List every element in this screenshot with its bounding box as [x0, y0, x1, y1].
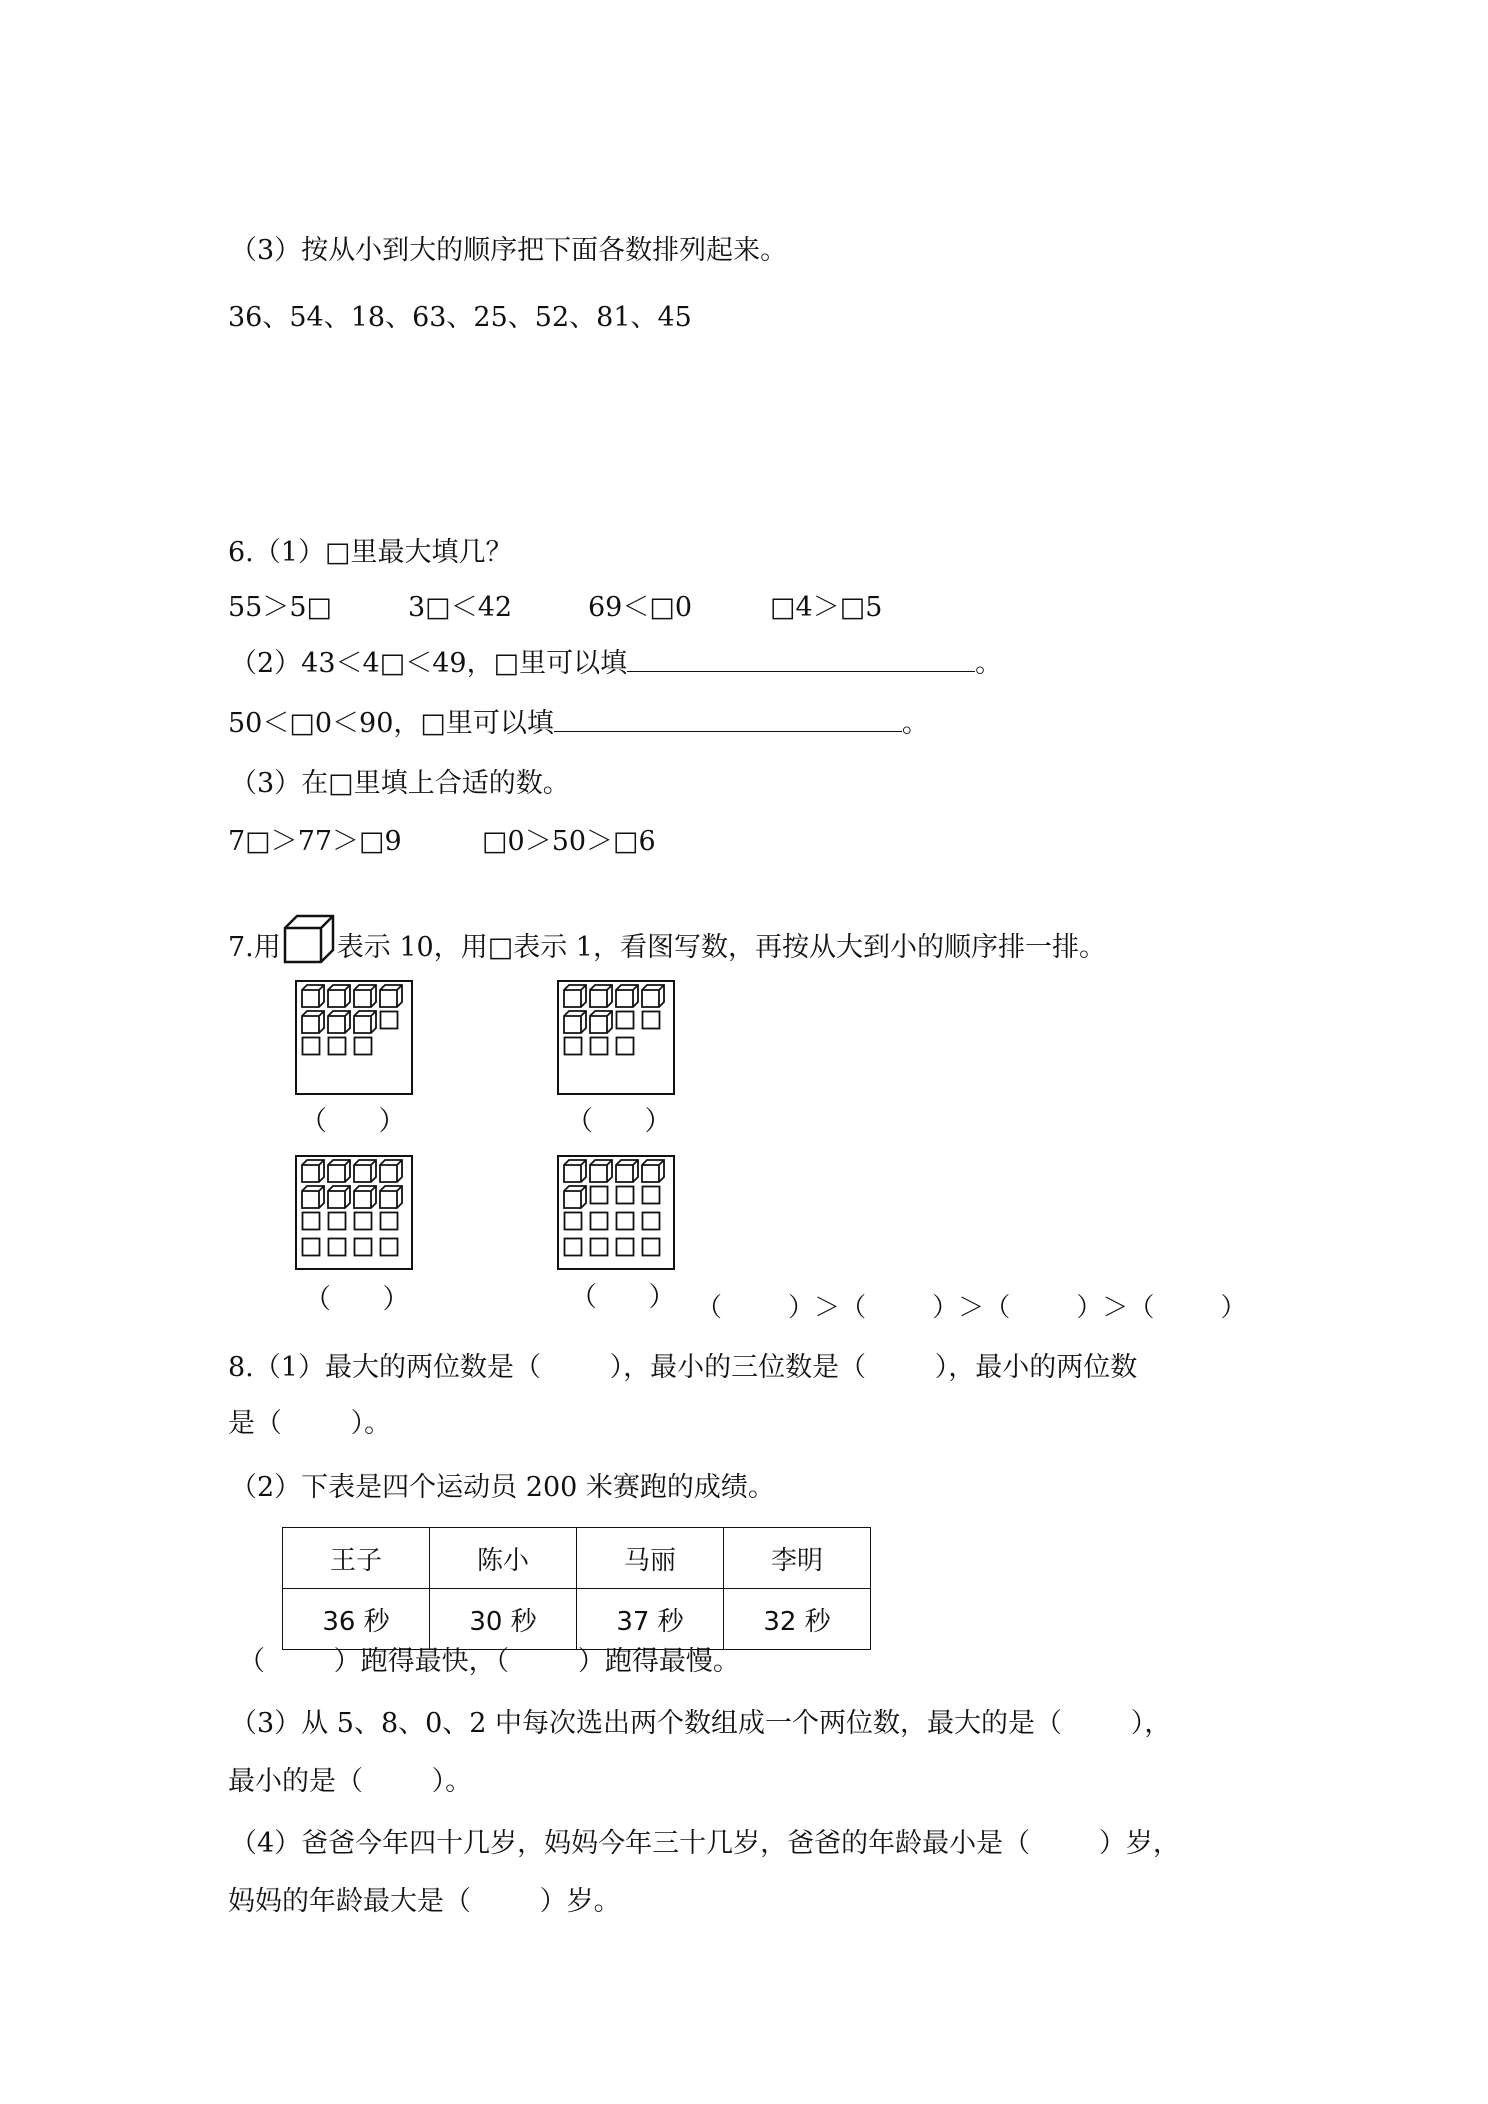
q8-1-line2: 是（ ）。	[228, 1408, 392, 1439]
unit-square-icon	[589, 1211, 607, 1229]
answer-paren[interactable]: （ ）	[570, 1282, 676, 1313]
table-cell: 30 秒	[430, 1589, 577, 1650]
q6-2-b-end: 。	[901, 708, 929, 739]
ten-block-icon	[353, 1010, 371, 1028]
ten-block-icon	[327, 1185, 345, 1203]
q8-1-line1: 8.（1）最大的两位数是（ ），最小的三位数是（ ），最小的两位数	[228, 1352, 1138, 1383]
unit-square-icon	[589, 1237, 607, 1255]
ten-block-icon	[379, 1159, 397, 1177]
table-row	[283, 1589, 871, 1650]
q7-title	[228, 914, 1106, 966]
q5-3-title: （3）按从小到大的顺序把下面各数排列起来。	[230, 235, 788, 266]
answer-blank[interactable]	[627, 651, 975, 672]
q6-2-line-a	[230, 646, 1002, 682]
q8-3-line1: （3）从 5、8、0、2 中每次选出两个数组成一个两位数，最大的是（ ），	[230, 1708, 1172, 1739]
ten-block-icon	[563, 1185, 581, 1203]
unit-square-icon	[301, 1211, 319, 1229]
q6-2-a-text: （2）43＜4□＜49，□里可以填	[230, 648, 628, 679]
ten-block-icon	[379, 984, 397, 1002]
q7-suffix: 表示 10，用□表示 1，看图写数，再按从大到小的顺序排一排。	[336, 932, 1106, 963]
ten-block-icon	[301, 1185, 319, 1203]
ten-block-icon	[327, 984, 345, 1002]
ten-block-icon	[379, 1185, 397, 1203]
unit-square-icon	[615, 1237, 633, 1255]
q5-3-numbers: 36、54、18、63、25、52、81、45	[228, 302, 692, 333]
q6-title: 6.（1）□里最大填几？	[228, 537, 513, 568]
unit-square-icon	[327, 1237, 345, 1255]
answer-paren[interactable]: （ ）	[304, 1284, 410, 1315]
ten-block-icon	[589, 984, 607, 1002]
q6-1-item: □4＞□5	[770, 592, 883, 623]
q8-3-line2: 最小的是（ ）。	[228, 1766, 473, 1797]
unit-square-icon	[301, 1237, 319, 1255]
unit-square-icon	[353, 1211, 371, 1229]
unit-square-icon	[641, 1010, 659, 1028]
ten-block-icon	[641, 984, 659, 1002]
cube-icon	[283, 914, 335, 964]
ten-block-icon	[327, 1159, 345, 1177]
ten-block-icon	[641, 1159, 659, 1177]
block-figure	[557, 980, 675, 1095]
unit-square-icon	[379, 1211, 397, 1229]
answer-blank[interactable]	[554, 711, 902, 732]
unit-square-icon	[563, 1237, 581, 1255]
q6-1-item: 55＞5□	[228, 592, 333, 623]
unit-square-icon	[615, 1036, 633, 1054]
ten-block-icon	[353, 1159, 371, 1177]
ten-block-icon	[563, 1159, 581, 1177]
q6-1-item: 3□＜42	[408, 592, 513, 623]
ten-block-icon	[301, 1010, 319, 1028]
table-cell: 王子	[283, 1528, 430, 1589]
score-table	[282, 1527, 871, 1650]
unit-square-icon	[563, 1036, 581, 1054]
q6-2-b-text: 50＜□0＜90，□里可以填	[228, 708, 554, 739]
table-cell: 马丽	[577, 1528, 724, 1589]
ten-block-icon	[615, 1159, 633, 1177]
block-figure	[295, 1155, 413, 1270]
q6-1-item: 69＜□0	[588, 592, 693, 623]
table-cell: 37 秒	[577, 1589, 724, 1650]
q8-4-line1: （4）爸爸今年四十几岁，妈妈今年三十几岁，爸爸的年龄最小是（ ）岁，	[230, 1828, 1180, 1859]
answer-paren[interactable]: （ ）	[566, 1106, 672, 1137]
unit-square-icon	[353, 1237, 371, 1255]
q8-2-title: （2）下表是四个运动员 200 米赛跑的成绩。	[230, 1472, 775, 1503]
unit-square-icon	[379, 1010, 397, 1028]
q6-3-item: □0＞50＞□6	[482, 826, 656, 857]
unit-square-icon	[327, 1211, 345, 1229]
unit-square-icon	[589, 1185, 607, 1203]
q7-prefix: 7.用	[228, 932, 281, 963]
unit-square-icon	[615, 1185, 633, 1203]
table-cell: 陈小	[430, 1528, 577, 1589]
unit-square-icon	[641, 1237, 659, 1255]
ten-block-icon	[563, 1010, 581, 1028]
unit-square-icon	[327, 1036, 345, 1054]
q6-2-line-b	[228, 706, 929, 742]
q6-3-item: 7□＞77＞□9	[228, 826, 402, 857]
unit-square-icon	[563, 1211, 581, 1229]
ten-block-icon	[327, 1010, 345, 1028]
ten-block-icon	[589, 1010, 607, 1028]
unit-square-icon	[615, 1010, 633, 1028]
q8-4-line2: 妈妈的年龄最大是（ ）岁。	[228, 1886, 621, 1917]
ten-block-icon	[301, 984, 319, 1002]
unit-square-icon	[301, 1036, 319, 1054]
ten-block-icon	[301, 1159, 319, 1177]
ten-block-icon	[563, 984, 581, 1002]
table-cell: 32 秒	[724, 1589, 871, 1650]
table-cell: 36 秒	[283, 1589, 430, 1650]
unit-square-icon	[641, 1185, 659, 1203]
block-figure	[557, 1155, 675, 1270]
answer-paren[interactable]: （ ）	[300, 1106, 406, 1137]
unit-square-icon	[589, 1036, 607, 1054]
ten-block-icon	[353, 984, 371, 1002]
table-cell: 李明	[724, 1528, 871, 1589]
order-answer[interactable]: （ ）＞（ ）＞（ ）＞（ ）	[696, 1293, 1247, 1323]
unit-square-icon	[641, 1211, 659, 1229]
unit-square-icon	[353, 1036, 371, 1054]
block-figure	[295, 980, 413, 1095]
ten-block-icon	[353, 1185, 371, 1203]
unit-square-icon	[615, 1211, 633, 1229]
q6-3-title: （3）在□里填上合适的数。	[230, 768, 570, 799]
unit-square-icon	[379, 1237, 397, 1255]
q6-2-a-end: 。	[975, 648, 1003, 679]
q8-2-answer: （ ）跑得最快，（ ）跑得最慢。	[238, 1646, 740, 1677]
ten-block-icon	[615, 984, 633, 1002]
ten-block-icon	[589, 1159, 607, 1177]
table-row	[283, 1528, 871, 1589]
